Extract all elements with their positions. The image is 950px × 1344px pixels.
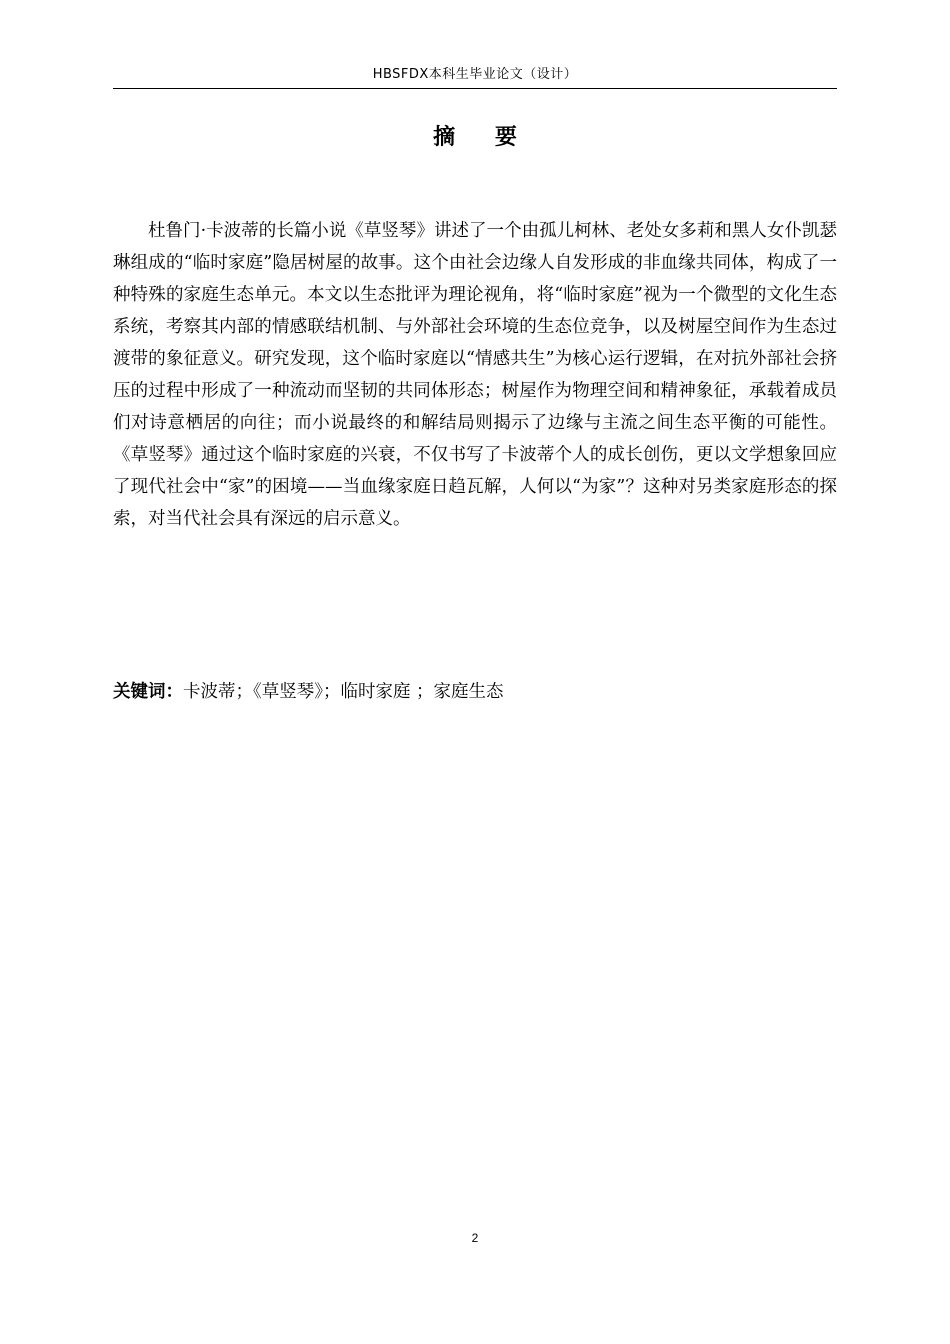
- page-header: HBSFDX本科生毕业论文（设计）: [372, 67, 578, 82]
- abstract-paragraph: 杜鲁门·卡波蒂的长篇小说《草竖琴》讲述了一个由孤儿柯林、老处女多莉和黑人女仆凯瑟琳组成的“临时家庭”隐居树屋的故事。这个由社会边缘人自发形成的非血缘共同体，构成了一种特殊的家庭生态单元。本文以生态批评为理论视角，将“临时家庭”视为一个微型的文化生态系统，考察其内部的情感联结机制、与外部社会环境的生态位竞争，以及树屋空间作为生态过渡带的象征意义。研究发现，这个临时家庭以“情感共生”为核心运行逻辑，在对抗外部社会挤压的过程中形成了一种流动而坚韧的共同体形态；树屋作为物理空间和精神象征，承载着成员们对诗意栖居的向往；而小说最终的和解结局则揭示了边缘与主流之间生态平衡的可能性。《草竖琴》通过这个临时家庭的兴衰，不仅书写了卡波蒂个人的成长创伤，更以文学想象回应了现代社会中“家”的困境——当血缘家庭日趋瓦解，人何以“为家”？这种对另类家庭形态的探索，对当代社会具有深远的启示意义。: [113, 221, 837, 529]
- keywords-text: 卡波蒂；《草竖琴》；临时家庭 ；家庭生态: [183, 682, 504, 702]
- page-title: 摘 要: [433, 125, 533, 150]
- header-rule: [113, 88, 837, 89]
- page-number: 2: [471, 1231, 479, 1245]
- keywords-line: [113, 676, 837, 708]
- keywords-label: 关键词：: [113, 682, 183, 702]
